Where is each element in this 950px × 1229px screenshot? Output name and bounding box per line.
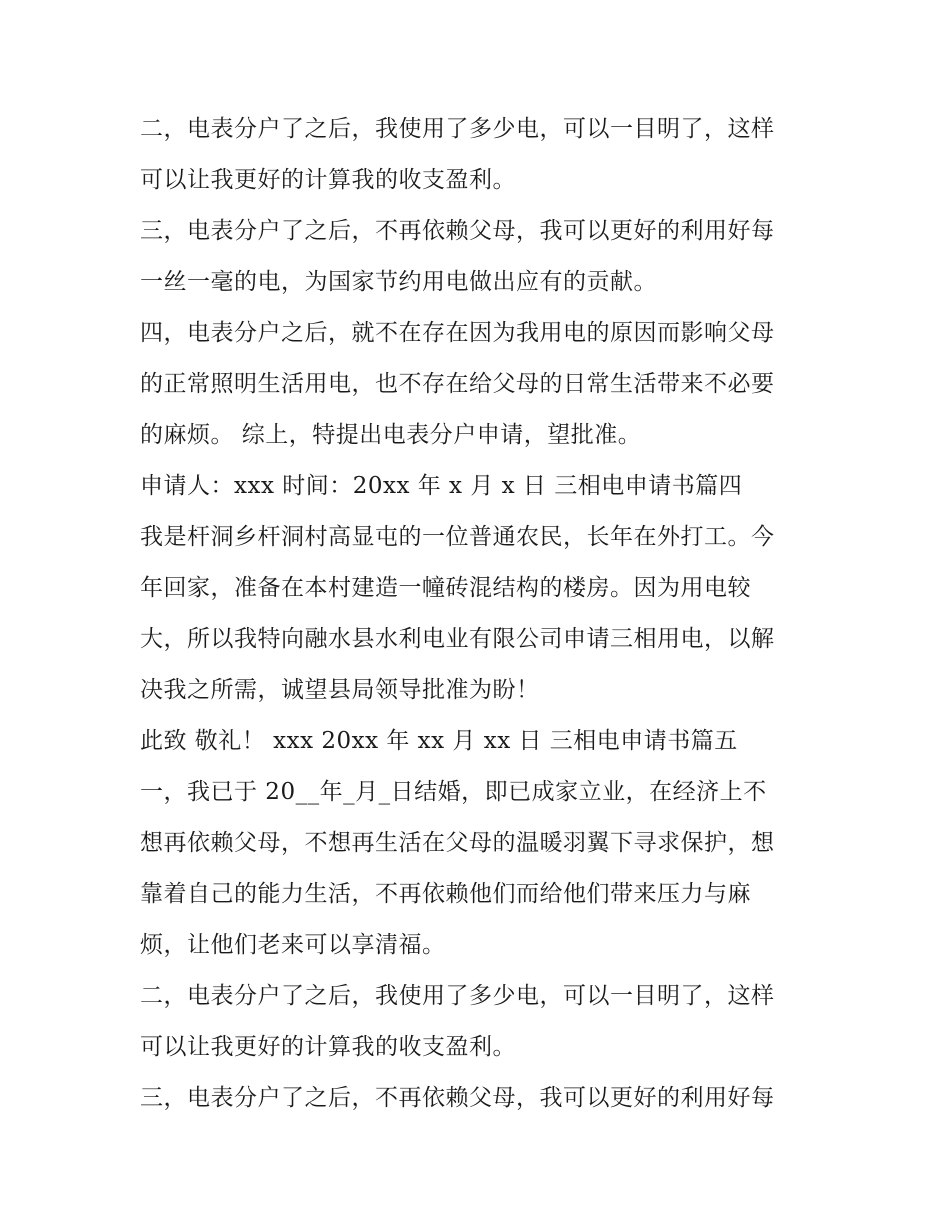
text-line: 年回家，准备在本村建造一幢砖混结构的楼房。因为用电较 xyxy=(140,575,751,601)
text-line: 想再依赖父母，不想再生活在父母的温暖羽翼下寻求保护，想 xyxy=(140,830,775,856)
text-line: 靠着自己的能力生活，不再依赖他们而给他们带来压力与麻 xyxy=(140,881,751,907)
text-line: 申请人：xxx 时间：20xx 年 x 月 x 日 三相电申请书篇四 xyxy=(140,473,743,499)
text-line: 此致 敬礼！ xxx 20xx 年 xx 月 xx 日 三相电申请书篇五 xyxy=(140,728,738,754)
text-line: 的麻烦。 综上，特提出电表分户申请，望批准。 xyxy=(140,422,642,448)
document-body xyxy=(140,104,820,1124)
text-line: 二，电表分户了之后，我使用了多少电，可以一目明了，这样 xyxy=(140,116,775,142)
text-line: 可以让我更好的计算我的收支盈利。 xyxy=(140,167,516,193)
text-line: 三，电表分户了之后，不再依赖父母，我可以更好的利用好每 xyxy=(140,218,775,244)
text-line: 一，我已于 20__年_月_日结婚，即已成家立业，在经济上不 xyxy=(140,779,767,805)
text-line: 四，电表分户之后，就不在存在因为我用电的原因而影响父母 xyxy=(140,320,775,346)
text-line: 烦，让他们老来可以享清福。 xyxy=(140,932,446,958)
text-line: 二，电表分户了之后，我使用了多少电，可以一目明了，这样 xyxy=(140,983,775,1009)
text-line: 大，所以我特向融水县水利电业有限公司申请三相用电，以解 xyxy=(140,626,775,652)
text-line: 我是杆洞乡杆洞村高显屯的一位普通农民，长年在外打工。今 xyxy=(140,524,775,550)
text-line: 的正常照明生活用电，也不存在给父母的日常生活带来不必要 xyxy=(140,371,775,397)
text-line: 决我之所需，诚望县局领导批准为盼！ xyxy=(140,677,540,703)
text-line: 可以让我更好的计算我的收支盈利。 xyxy=(140,1034,516,1060)
text-line: 三，电表分户了之后，不再依赖父母，我可以更好的利用好每 xyxy=(140,1085,775,1111)
text-line: 一丝一毫的电，为国家节约用电做出应有的贡献。 xyxy=(140,269,657,295)
